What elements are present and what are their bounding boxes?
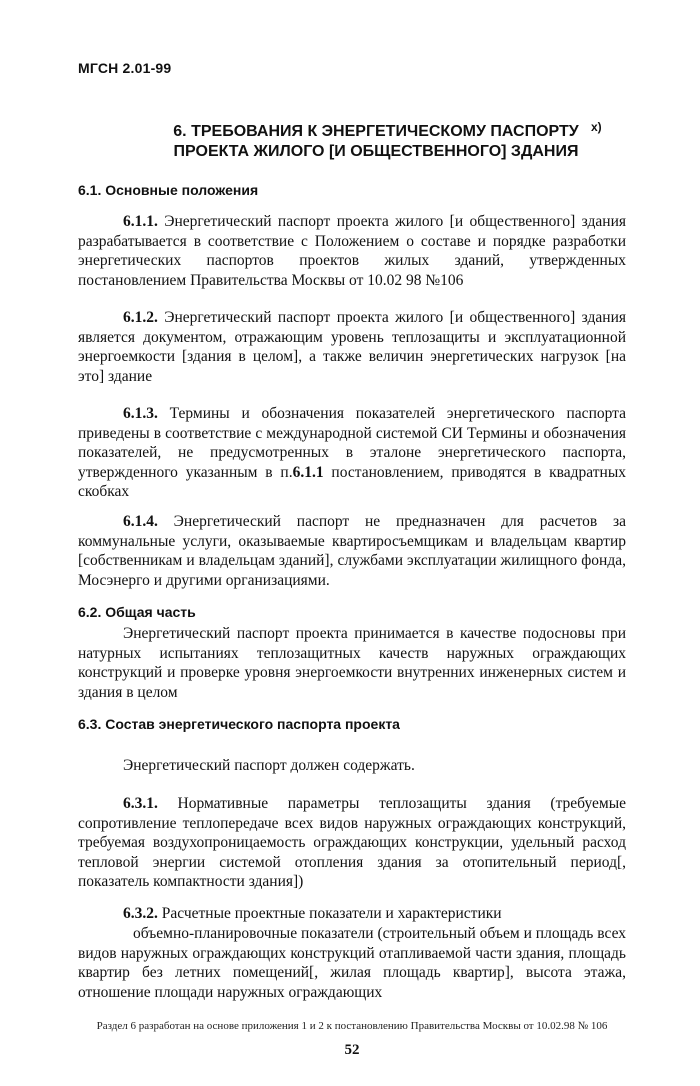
paragraph-text: Нормативные параметры теплозащиты здания (требуемые сопротивление теплопередаче всех видов наружных ограждающих конструкций, требуемая воздухопроницаемость ограждающих конструкции, удельный расход тепловой энергии системой отопления здания за отопительный период[, показатель компактности здания]): [78, 795, 626, 891]
paragraph-6-3-intro: [78, 756, 626, 776]
footnote-mark: х): [591, 120, 602, 134]
paragraph-reference: 6.1.1: [292, 463, 324, 481]
paragraph-6-1-2: [78, 308, 626, 386]
document-page: [78, 0, 626, 1086]
chapter-title: 6. ТРЕБОВАНИЯ К ЭНЕРГЕТИЧЕСКОМУ ПАСПОРТУ ПРОЕКТА ЖИЛОГО [И ОБЩЕСТВЕННОГО] ЗДАНИЯ: [173, 123, 579, 160]
paragraph-6-1-4: [78, 512, 626, 590]
paragraph-6-3-2-continued: [78, 924, 626, 1002]
paragraph-text: Энергетический паспорт не предназначен для расчетов за коммунальные услуги, оказываемые квартиросъемщикам и владельцам квартир [собственникам и владельцам зданий], службами эксплуатации жилищного фонда, Мосэнерго и другими организациями.: [78, 513, 626, 589]
paragraph-6-1-3: [78, 404, 626, 502]
document-code: МГСН 2.01-99: [78, 60, 172, 76]
paragraph-6-3-2: [78, 904, 626, 924]
paragraph-6-1-1: [78, 212, 626, 290]
footer-note: Раздел 6 разработан на основе приложения 1 и 2 к постановлению Правительства Москвы от 10.02.98 № 106: [96, 1020, 608, 1032]
paragraph-text: Энергетический паспорт проекта жилого [и общественного] здания разрабатывается в соответствие с Положением о составе и порядке разработки энергетических паспортов проектов жилых зданий, утвержденных постановлением Правительства Москвы от 10.02 98 №106: [78, 213, 626, 289]
paragraph-text: Термины и обозначения показателей энергетического паспорта приведены в соответствие с международной системой СИ Термины и обозначения показателей, не предусмотренных в эталоне энергетического паспорта, утвержденного указанным в п.: [78, 405, 626, 481]
paragraph-number: 6.1.3.: [123, 405, 158, 422]
section-heading-6-3: 6.3. Состав энергетического паспорта проекта: [78, 716, 400, 732]
page-number: 52: [344, 1042, 360, 1058]
paragraph-number: 6.3.2.: [123, 905, 158, 922]
paragraph-text: Энергетический паспорт проекта принимается в качестве подосновы при натурных испытаниях теплозащитных качеств наружных ограждающих конструкций и проверке уровня энергоемкости внутренних инженерных систем и здания в целом: [78, 625, 626, 701]
paragraph-text: постановлением, приводятся в квадратных скобках: [78, 463, 626, 501]
paragraph-number: 6.1.2.: [123, 309, 158, 326]
section-heading-6-2: 6.2. Общая часть: [78, 604, 196, 620]
paragraph-number: 6.1.1.: [123, 213, 158, 230]
section-heading-6-1: 6.1. Основные положения: [78, 182, 259, 198]
paragraph-text: Энергетический паспорт проекта жилого [и общественного] здания является документом, отражающим уровень теплозащиты и эксплуатационной энергоемкости [здания в целом], а также величин энергетических нагрузок [на это] здание: [78, 309, 626, 385]
paragraph-number: 6.3.1.: [123, 795, 158, 812]
paragraph-6-3-1: [78, 794, 626, 892]
paragraph-text: объемно-планировочные показатели (строительный объем и площадь всех видов наружных ограждающих конструкций отапливаемой части здания, площадь квартир без летних помещений[, жилая площадь квартир], высота этажа, отношение площади наружных ограждающих: [78, 925, 626, 1001]
paragraph-text: Энергетический паспорт должен содержать.: [123, 757, 415, 774]
paragraph-text: Расчетные проектные показатели и характеристики: [157, 905, 502, 922]
paragraph-number: 6.1.4.: [123, 513, 158, 530]
paragraph-6-2: [78, 624, 626, 702]
